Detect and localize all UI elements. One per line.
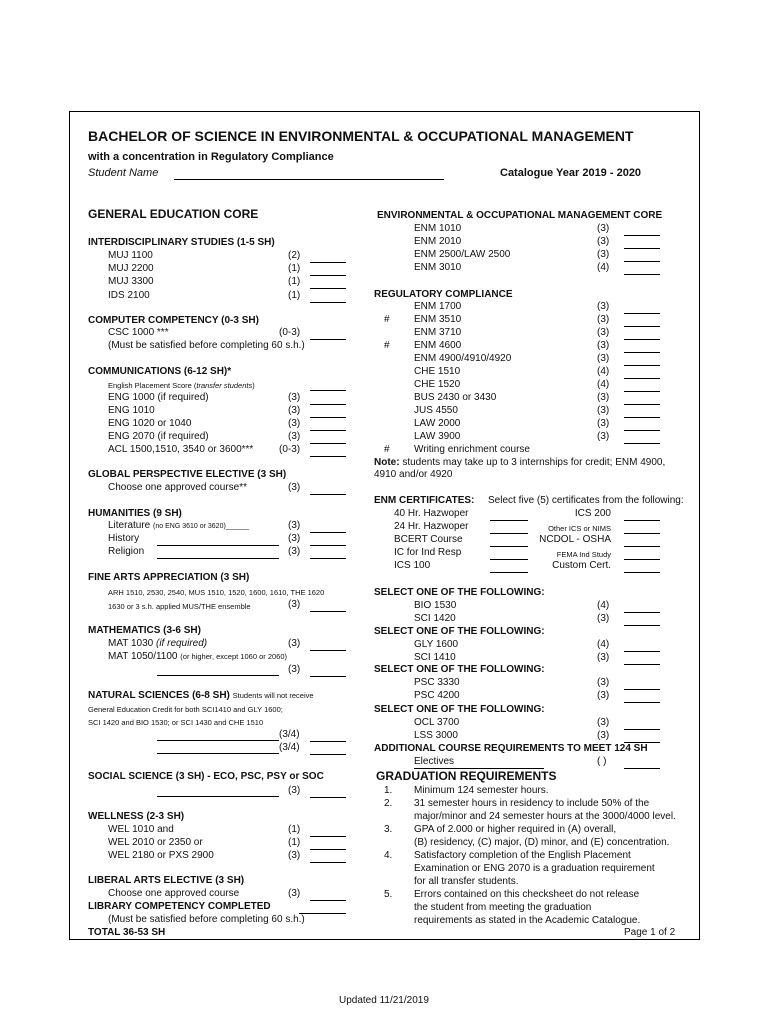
- credit-hours: (3): [288, 599, 301, 610]
- regulatory-heading: REGULATORY COMPLIANCE: [374, 289, 513, 300]
- course-label: ENM 3710: [414, 327, 462, 338]
- course-label: BUS 2430 or 3430: [414, 392, 497, 403]
- requirement-text: GPA of 2.000 or higher required in (A) overall,: [414, 824, 617, 835]
- grade-blank[interactable]: [624, 378, 660, 379]
- certificate-label: FEMA Ind Study: [556, 550, 611, 559]
- course-label: ENM 1700: [414, 301, 462, 312]
- course-label: ENM 3010: [414, 262, 462, 273]
- social-course-blank[interactable]: [157, 796, 279, 797]
- requirement-text: Examination or ENG 2070 is a graduation requirement: [414, 863, 655, 874]
- credit-hours: (3): [288, 850, 301, 861]
- grade-blank[interactable]: [310, 862, 346, 863]
- credit-hours: (3): [597, 353, 610, 364]
- credit-hours: (3): [288, 431, 301, 442]
- select-one-heading: SELECT ONE OF THE FOLLOWING:: [374, 587, 545, 598]
- certificate-label: ICS 200: [574, 508, 611, 519]
- requirement-text: (B) residency, (C) major, (D) minor, and (E) concentration.: [414, 837, 670, 848]
- grade-blank[interactable]: [624, 391, 660, 392]
- grade-blank[interactable]: [310, 545, 346, 546]
- credit-hours: (3): [288, 482, 301, 493]
- grade-blank[interactable]: [310, 404, 346, 405]
- credit-hours: (3): [288, 546, 301, 557]
- science-course-blank[interactable]: [157, 740, 279, 741]
- religion-label: Religion: [108, 546, 145, 557]
- grade-blank[interactable]: [624, 664, 660, 665]
- catalogue-year: Catalogue Year 2019 - 2020: [500, 167, 642, 179]
- credit-hours: (3): [597, 327, 610, 338]
- requirement-number: 4.: [384, 850, 393, 861]
- credit-hours: (1): [288, 276, 301, 287]
- grade-blank[interactable]: [624, 274, 660, 275]
- credit-hours: (3): [597, 690, 610, 701]
- credit-hours: (3): [288, 392, 301, 403]
- credit-hours: (3): [288, 405, 301, 416]
- course-label: CSC 1000 ***: [108, 327, 169, 338]
- requirement-number: 5.: [384, 889, 393, 900]
- certificates-heading: ENM CERTIFICATES:: [374, 495, 475, 506]
- history-label: History: [108, 533, 140, 544]
- placement-score-blank[interactable]: [310, 390, 346, 391]
- credit-hours: (3): [288, 888, 301, 899]
- course-label: SCI 1410: [414, 652, 456, 663]
- grade-blank[interactable]: [624, 365, 660, 366]
- eom-core-heading: ENVIRONMENTAL & OCCUPATIONAL MANAGEMENT CORE: [377, 210, 663, 221]
- course-label: WEL 1010 and: [108, 824, 174, 835]
- grade-blank[interactable]: [310, 456, 346, 457]
- social-science-heading: SOCIAL SCIENCE (3 SH) - ECO, PSC, PSY or SOC: [88, 771, 324, 782]
- course-label: ENM 1010: [414, 223, 462, 234]
- requirement-text: Errors contained on this checksheet do not release: [414, 889, 640, 900]
- certificate-label: ICS 100: [394, 560, 431, 571]
- requirement-number: 1.: [384, 785, 393, 796]
- gen-ed-heading: GENERAL EDUCATION CORE: [88, 207, 259, 221]
- grade-blank[interactable]: [624, 729, 660, 730]
- library-heading: LIBRARY COMPETENCY COMPLETED: [88, 901, 271, 912]
- grade-blank[interactable]: [310, 339, 346, 340]
- certificate-blank[interactable]: [624, 533, 660, 534]
- grade-blank[interactable]: [624, 352, 660, 353]
- credit-hours: (3): [288, 785, 301, 796]
- grade-blank[interactable]: [310, 443, 346, 444]
- certificate-blank[interactable]: [624, 546, 660, 547]
- credit-hours: (4): [597, 379, 610, 390]
- course-label: ENM 2010: [414, 236, 462, 247]
- requirement-text: 31 semester hours in residency to include 50% of the: [414, 798, 650, 809]
- credit-hours: (3): [597, 314, 610, 325]
- course-label: LAW 2000: [414, 418, 461, 429]
- credit-hours: (3): [597, 249, 610, 260]
- credit-hours: (3): [597, 717, 610, 728]
- certificate-blank[interactable]: [490, 546, 528, 547]
- religion-course-blank[interactable]: [157, 558, 279, 559]
- course-label: LSS 3000: [414, 730, 458, 741]
- credit-hours: (0-3): [279, 444, 301, 455]
- wellness-heading: WELLNESS (2-3 SH): [88, 811, 185, 822]
- library-blank[interactable]: [299, 913, 346, 914]
- grade-blank[interactable]: [624, 326, 660, 327]
- course-label: ENG 2070 (if required): [108, 431, 209, 442]
- credit-hours: (3): [597, 223, 610, 234]
- math-heading: MATHEMATICS (3-6 SH): [88, 625, 201, 636]
- select-one-heading: SELECT ONE OF THE FOLLOWING:: [374, 626, 545, 637]
- grade-blank[interactable]: [310, 262, 346, 263]
- total-hours: TOTAL 36-53 SH: [88, 927, 166, 938]
- credit-hours: ( ): [597, 756, 607, 767]
- credit-hours: (3): [288, 520, 301, 531]
- grade-blank[interactable]: [624, 768, 660, 769]
- mat1050-label: MAT 1050/1100 (or higher, except 1060 or 2060): [108, 651, 288, 662]
- requirement-text: the student from meeting the graduation: [414, 902, 592, 913]
- certificate-label: IC for Ind Resp: [394, 547, 462, 558]
- credit-hours: (3): [288, 638, 301, 649]
- course-label: WEL 2010 or 2350 or: [108, 837, 203, 848]
- course-label: ENG 1000 (if required): [108, 392, 209, 403]
- course-label: LAW 3900: [414, 431, 461, 442]
- natural-sciences-note: General Education Credit for both SCI1410 and GLY 1600;: [88, 705, 283, 714]
- concentration-subtitle: with a concentration in Regulatory Compliance: [88, 151, 334, 163]
- course-label: ENG 1010: [108, 405, 155, 416]
- library-note: (Must be satisfied before completing 60 s.h.): [108, 914, 305, 925]
- credit-hours: (3): [288, 664, 301, 675]
- grade-blank[interactable]: [310, 275, 346, 276]
- course-label: ENM 2500/LAW 2500: [414, 249, 511, 260]
- course-label: ENM 4900/4910/4920: [414, 353, 512, 364]
- grade-blank[interactable]: [624, 702, 660, 703]
- certificate-blank[interactable]: [490, 559, 528, 560]
- credit-hours: (3): [597, 301, 610, 312]
- liberal-arts-heading: LIBERAL ARTS ELECTIVE (3 SH): [88, 875, 245, 886]
- credit-hours: (4): [597, 262, 610, 273]
- certificate-blank[interactable]: [624, 520, 660, 521]
- course-label: MUJ 3300: [108, 276, 154, 287]
- page-number: Page 1 of 2: [624, 927, 676, 938]
- grade-blank[interactable]: [624, 313, 660, 314]
- grade-blank[interactable]: [624, 248, 660, 249]
- credit-hours: (1): [288, 263, 301, 274]
- grade-blank[interactable]: [310, 650, 346, 651]
- writing-mark: #: [384, 444, 390, 455]
- credit-hours: (3/4): [279, 742, 300, 753]
- credit-hours: (3/4): [279, 729, 300, 740]
- humanities-heading: HUMANITIES (9 SH): [88, 508, 182, 519]
- credit-hours: (3): [597, 405, 610, 416]
- grade-blank[interactable]: [310, 741, 346, 742]
- grade-blank[interactable]: [310, 611, 346, 612]
- grade-blank[interactable]: [310, 302, 346, 303]
- certificate-blank[interactable]: [490, 533, 528, 534]
- fine-arts-options: ARH 1510, 2530, 2540, MUS 1510, 1520, 1600, 1610, THE 1620: [108, 588, 325, 597]
- certificate-blank[interactable]: [624, 559, 660, 560]
- course-label: OCL 3700: [414, 717, 460, 728]
- course-label: BIO 1530: [414, 600, 457, 611]
- grade-blank[interactable]: [310, 676, 346, 677]
- natural-sciences-note-2: SCI 1420 and BIO 1530; or SCI 1430 and CHE 1510: [88, 718, 264, 727]
- grade-blank[interactable]: [310, 754, 346, 755]
- requirement-text: Satisfactory completion of the English Placement: [414, 850, 631, 861]
- electives-label: Electives: [414, 756, 455, 767]
- requirement-text: Minimum 124 semester hours.: [414, 785, 549, 796]
- credit-hours: (3): [597, 392, 610, 403]
- grade-blank[interactable]: [624, 430, 660, 431]
- computer-note: (Must be satisfied before completing 60 s.h.): [108, 340, 305, 351]
- grade-blank[interactable]: [310, 532, 346, 533]
- credit-hours: (3): [597, 677, 610, 688]
- credit-hours: (3): [288, 418, 301, 429]
- requirement-number: 3.: [384, 824, 393, 835]
- credit-hours: (3): [597, 613, 610, 624]
- course-label: Choose one approved course: [108, 888, 240, 899]
- credit-hours: (4): [597, 366, 610, 377]
- credit-hours: (4): [597, 600, 610, 611]
- science-course-blank[interactable]: [157, 753, 279, 754]
- credit-hours: (0-3): [279, 327, 301, 338]
- math-course-blank[interactable]: [157, 675, 279, 676]
- certificate-label: NCDOL - OSHA: [539, 534, 611, 545]
- requirement-number: 2.: [384, 798, 393, 809]
- grade-blank[interactable]: [624, 417, 660, 418]
- certificate-blank[interactable]: [490, 520, 528, 521]
- writing-enrichment-mark: #: [384, 314, 390, 325]
- history-course-blank[interactable]: [157, 545, 279, 546]
- course-label: ENM 4600: [414, 340, 462, 351]
- credit-hours: (3): [597, 236, 610, 247]
- certificate-label: Other ICS or NIMS: [548, 524, 611, 533]
- course-label: PSC 3330: [414, 677, 460, 688]
- global-heading: GLOBAL PERSPECTIVE ELECTIVE (3 SH): [88, 469, 287, 480]
- additional-requirements-heading: ADDITIONAL COURSE REQUIREMENTS TO MEET 124 SH: [374, 743, 648, 754]
- credit-hours: (3): [597, 730, 610, 741]
- course-label: ENM 3510: [414, 314, 462, 325]
- select-one-heading: SELECT ONE OF THE FOLLOWING:: [374, 704, 545, 715]
- writing-enrichment-note: Writing enrichment course: [414, 444, 530, 455]
- credit-hours: (1): [288, 290, 301, 301]
- credit-hours: (3): [597, 652, 610, 663]
- course-label: MUJ 1100: [108, 250, 153, 261]
- course-label: PSC 4200: [414, 690, 460, 701]
- course-label: Choose one approved course**: [108, 482, 247, 493]
- internship-note: Note: students may take up to 3 internships for credit; ENM 4900,: [374, 457, 666, 468]
- grade-blank[interactable]: [624, 612, 660, 613]
- grade-blank[interactable]: [624, 404, 660, 405]
- communications-heading: COMMUNICATIONS (6-12 SH)*: [88, 366, 232, 377]
- grade-blank[interactable]: [310, 417, 346, 418]
- student-name-field[interactable]: [174, 179, 444, 180]
- grade-blank[interactable]: [624, 261, 660, 262]
- course-label: CHE 1520: [414, 379, 461, 390]
- certificates-instruction: Select five (5) certificates from the following:: [488, 495, 684, 506]
- natural-sciences-heading: NATURAL SCIENCES (6-8 SH) Students will not receive: [88, 690, 314, 701]
- requirement-text: major/minor and 24 semester hours at the 3000/4000 level.: [414, 811, 676, 822]
- course-label: JUS 4550: [414, 405, 458, 416]
- certificate-label: Custom Cert.: [552, 560, 611, 571]
- grade-blank[interactable]: [310, 494, 346, 495]
- grade-blank[interactable]: [310, 900, 346, 901]
- computer-heading: COMPUTER COMPETENCY (0-3 SH): [88, 315, 259, 326]
- requirement-text: requirements as stated in the Academic Catalogue.: [414, 915, 641, 926]
- fine-arts-options-2: 1630 or 3 s.h. applied MUS/THE ensemble: [108, 602, 251, 611]
- student-name-label: Student Name: [88, 167, 159, 179]
- credit-hours: (3): [597, 340, 610, 351]
- grade-blank[interactable]: [624, 689, 660, 690]
- grade-blank[interactable]: [624, 651, 660, 652]
- grade-blank[interactable]: [310, 797, 346, 798]
- certificate-label: BCERT Course: [394, 534, 463, 545]
- requirement-text: for all transfer students.: [414, 876, 519, 887]
- mat1030-label: MAT 1030 (if required): [108, 638, 208, 649]
- certificate-label: 40 Hr. Hazwoper: [394, 508, 469, 519]
- literature-label: Literature (no ENG 3610 or 3620)______: [108, 520, 250, 531]
- certificate-blank[interactable]: [490, 572, 528, 573]
- course-label: IDS 2100: [108, 290, 150, 301]
- credit-hours: (4): [597, 639, 610, 650]
- graduation-heading: GRADUATION REQUIREMENTS: [376, 769, 557, 783]
- grade-blank[interactable]: [310, 849, 346, 850]
- grade-blank[interactable]: [624, 339, 660, 340]
- course-label: MUJ 2200: [108, 263, 154, 274]
- course-label: GLY 1600: [414, 639, 459, 650]
- select-one-heading: SELECT ONE OF THE FOLLOWING:: [374, 664, 545, 675]
- placement-score-label: English Placement Score (transfer students): [108, 381, 255, 390]
- credit-hours: (1): [288, 824, 301, 835]
- interdisciplinary-heading: INTERDISCIPLINARY STUDIES (1-5 SH): [88, 237, 275, 248]
- fine-arts-heading: FINE ARTS APPRECIATION (3 SH): [88, 572, 250, 583]
- course-label: CHE 1510: [414, 366, 461, 377]
- certificate-label: 24 Hr. Hazwoper: [394, 521, 469, 532]
- grade-blank[interactable]: [624, 235, 660, 236]
- internship-note-2: 4910 and/or 4920: [374, 469, 453, 480]
- certificate-blank[interactable]: [624, 572, 660, 573]
- document-title: BACHELOR OF SCIENCE IN ENVIRONMENTAL & OCCUPATIONAL MANAGEMENT: [88, 128, 634, 144]
- credit-hours: (3): [288, 533, 301, 544]
- writing-enrichment-mark: #: [384, 340, 390, 351]
- grade-blank[interactable]: [310, 430, 346, 431]
- credit-hours: (2): [288, 250, 301, 261]
- credit-hours: (1): [288, 837, 301, 848]
- course-label: SCI 1420: [414, 613, 456, 624]
- course-label: ACL 1500,1510, 3540 or 3600***: [108, 444, 254, 455]
- grade-blank[interactable]: [310, 558, 346, 559]
- course-label: WEL 2180 or PXS 2900: [108, 850, 214, 861]
- credit-hours: (3): [597, 431, 610, 442]
- grade-blank[interactable]: [624, 443, 660, 444]
- credit-hours: (3): [597, 418, 610, 429]
- grade-blank[interactable]: [624, 625, 660, 626]
- updated-date: Updated 11/21/2019: [339, 995, 429, 1006]
- grade-blank[interactable]: [310, 288, 346, 289]
- course-label: ENG 1020 or 1040: [108, 418, 192, 429]
- grade-blank[interactable]: [310, 836, 346, 837]
